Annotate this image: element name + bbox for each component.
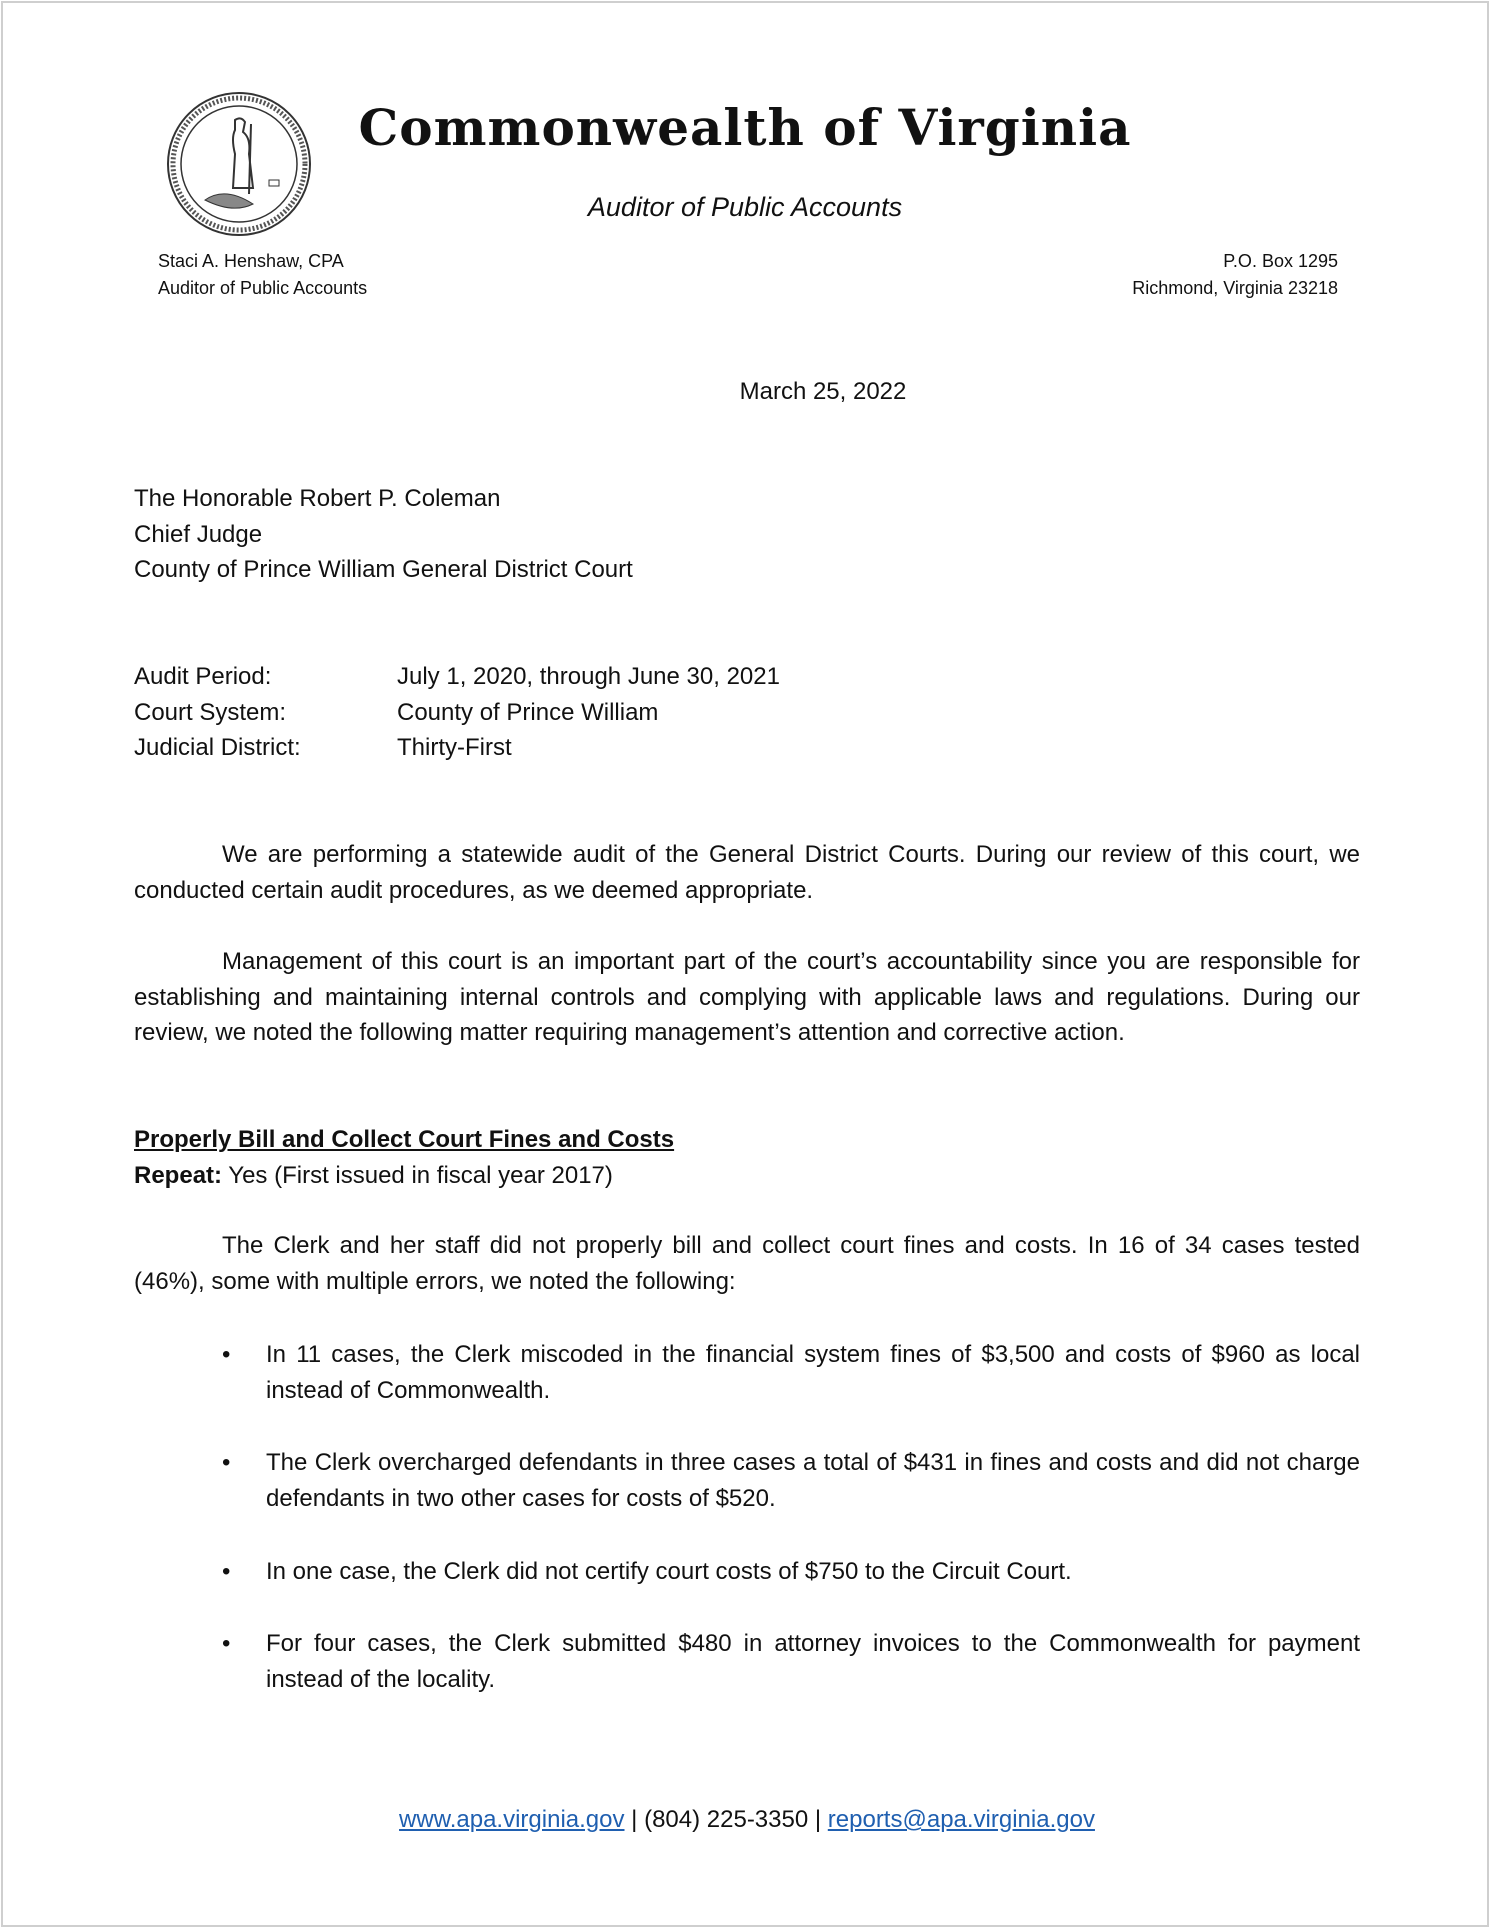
list-item-text: The Clerk overcharged defendants in three cases a total of $431 in fines and costs and did not charge defendants in two other cases for costs of $520. xyxy=(266,1449,1360,1512)
list-item xyxy=(222,1337,1360,1408)
letter-date: March 25, 2022 xyxy=(739,378,907,405)
bullet-icon: • xyxy=(222,1449,231,1476)
addressee-block xyxy=(134,481,633,588)
bullet-icon: • xyxy=(222,1630,231,1657)
finding-intro: The Clerk and her staff did not properly bill and collect court fines and costs. In 16 of 34 cases tested (46%), some with multiple errors, we noted the following: xyxy=(134,1232,1360,1295)
office-address xyxy=(1132,248,1338,302)
finding-heading: Properly Bill and Collect Court Fines and Costs xyxy=(134,1126,675,1153)
addressee-court: County of Prince William General District Court xyxy=(134,556,633,584)
footer-phone: (804) 225-3350 xyxy=(644,1806,809,1833)
paragraph-management: Management of this court is an important part of the court’s accountability since you are responsible for establishing and maintaining internal controls and complying with applicable laws and regulations. During our review, we noted the following matter requiring management’s attention and corrective action. xyxy=(134,948,1360,1047)
list-item-text: For four cases, the Clerk submitted $480 in attorney invoices to the Commonwealth for payment instead of the locality. xyxy=(266,1630,1360,1693)
list-item xyxy=(222,1554,1360,1590)
meta-label: Court System: xyxy=(134,698,287,726)
bullet-icon: • xyxy=(222,1341,231,1368)
city-state-zip: Richmond, Virginia 23218 xyxy=(1132,278,1338,298)
letterhead-title: Commonwealth of Virginia xyxy=(358,98,1132,157)
finding-repeat xyxy=(134,1158,613,1194)
meta-value: July 1, 2020, through June 30, 2021 xyxy=(397,663,780,690)
website-link[interactable]: www.apa.virginia.gov xyxy=(399,1806,625,1833)
meta-label: Judicial District: xyxy=(134,734,301,762)
list-item xyxy=(222,1445,1360,1516)
footer-separator: | xyxy=(808,1806,828,1833)
repeat-value: Yes (First issued in fiscal year 2017) xyxy=(222,1162,613,1189)
virginia-seal-logo xyxy=(165,90,313,238)
addressee-title: Chief Judge xyxy=(134,520,263,548)
meta-value: Thirty-First xyxy=(397,734,512,762)
letterhead-subtitle: Auditor of Public Accounts xyxy=(587,192,903,222)
footer-separator: | xyxy=(624,1806,645,1833)
po-box: P.O. Box 1295 xyxy=(1223,251,1338,271)
meta-row-audit-period xyxy=(134,659,780,695)
meta-value: County of Prince William xyxy=(397,698,659,726)
meta-row-judicial-district xyxy=(134,730,780,766)
list-item-text: In 11 cases, the Clerk miscoded in the financial system fines of $3,500 and costs of $960 as local instead of Commonwealth. xyxy=(266,1341,1360,1404)
bullet-icon: • xyxy=(222,1558,231,1585)
email-link[interactable]: reports@apa.virginia.gov xyxy=(827,1806,1095,1833)
auditor-name: Staci A. Henshaw, CPA xyxy=(158,251,344,271)
repeat-label: Repeat: xyxy=(134,1162,223,1189)
auditor-title: Auditor of Public Accounts xyxy=(158,278,368,298)
auditor-info xyxy=(158,248,367,302)
addressee-name: The Honorable Robert P. Coleman xyxy=(134,485,501,512)
list-item-text: In one case, the Clerk did not certify court costs of $750 to the Circuit Court. xyxy=(266,1558,1072,1585)
meta-row-court-system xyxy=(134,695,780,731)
paragraph-intro: We are performing a statewide audit of the General District Courts. During our review of this court, we conducted certain audit procedures, as we deemed appropriate. xyxy=(134,841,1360,904)
list-item xyxy=(222,1626,1360,1697)
meta-label: Audit Period: xyxy=(134,663,272,690)
audit-meta xyxy=(134,659,780,766)
footer xyxy=(0,1806,1494,1834)
